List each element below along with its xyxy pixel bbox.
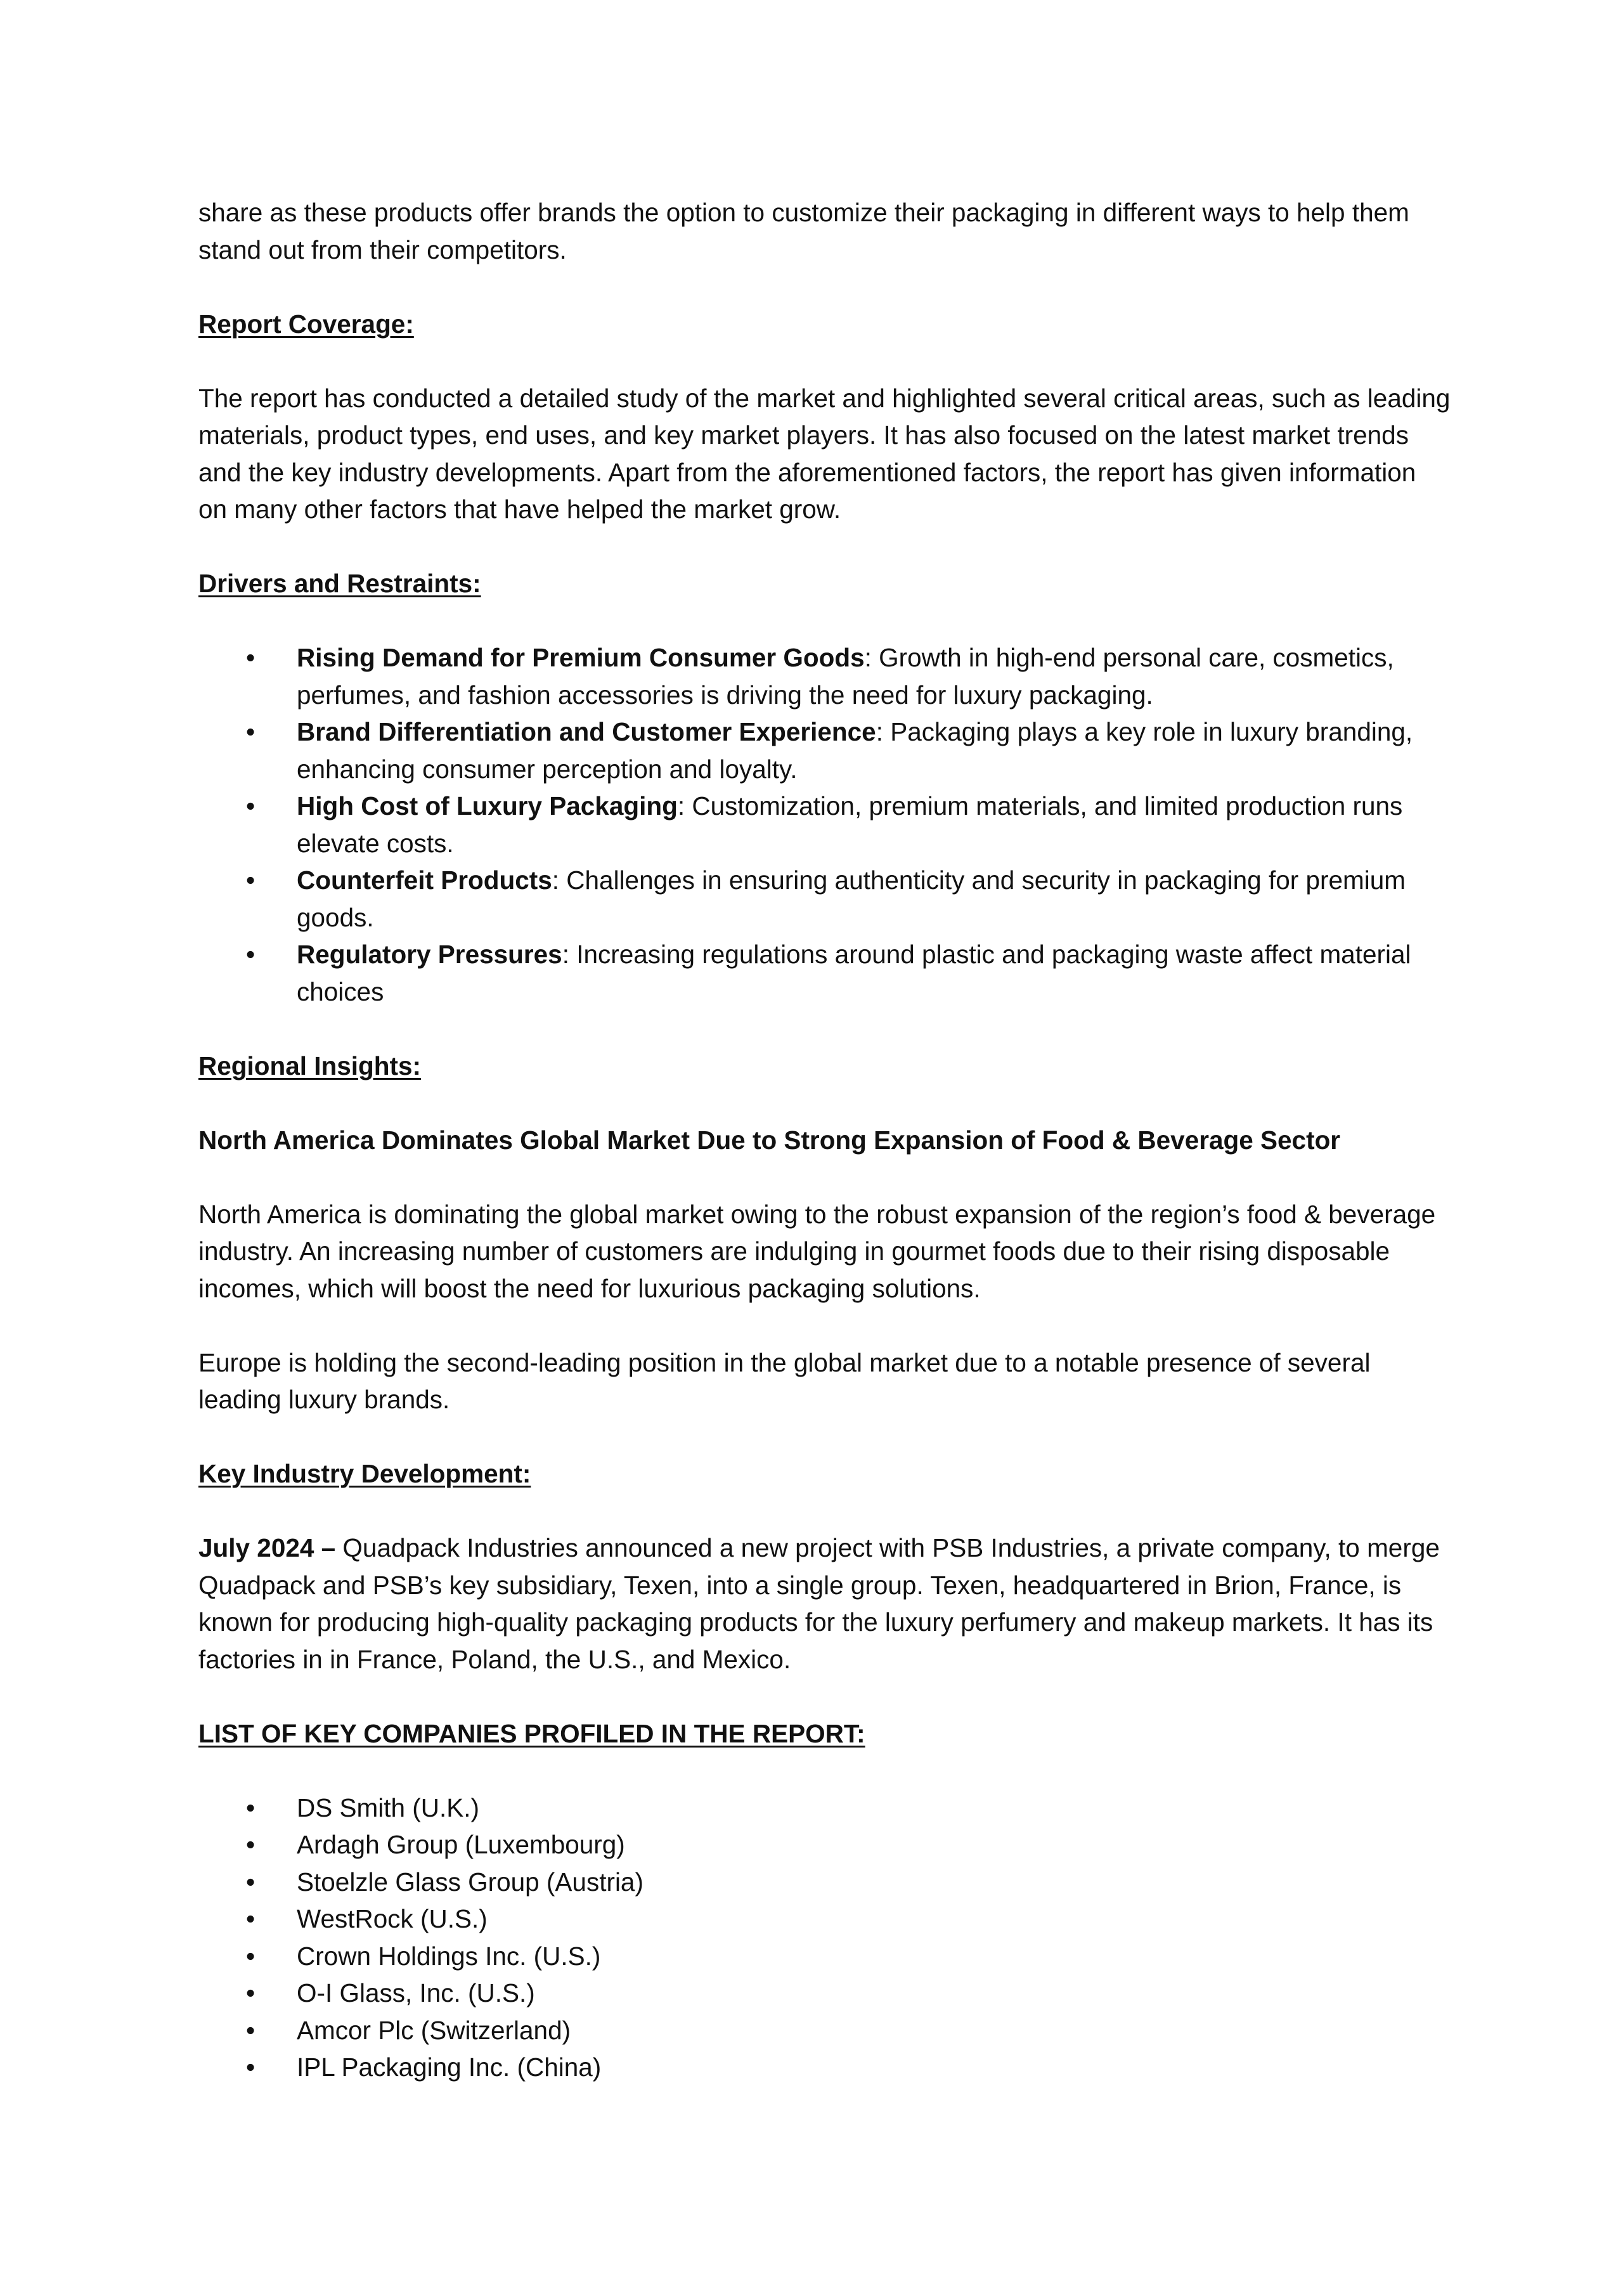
list-item [198,936,1451,1010]
list-item-text: : Challenges in ensuring authenticity and security in packaging for premium goods. [297,866,1406,932]
company-name: WestRock (U.S.) [297,1904,488,1933]
bullet-icon: • [246,1793,255,1822]
bullet-icon: • [246,2015,255,2045]
company-name: Crown Holdings Inc. (U.S.) [297,1941,601,1971]
list-item-text: : Increasing regulations around plastic and packaging waste affect material choices [297,940,1411,1006]
company-name: Ardagh Group (Luxembourg) [297,1830,625,1859]
company-name: DS Smith (U.K.) [297,1793,480,1822]
key-development-heading: Key Industry Development: [198,1459,531,1488]
bullet-icon: • [246,1830,255,1859]
bullet-icon: • [246,643,255,672]
list-item-term: High Cost of Luxury Packaging [297,791,678,820]
bullet-icon: • [246,1867,255,1897]
company-name: IPL Packaging Inc. (China) [297,2053,602,2082]
report-coverage-paragraph: The report has conducted a detailed study of the market and highlighted several critical areas, such as leading materials, product types, end uses, and key market players. It has also focused on the latest market trends and the key industry developments. Apart from the aforementioned factors, the report has given information on many other factors that have helped the market grow. [198,383,1451,524]
company-name: Amcor Plc (Switzerland) [297,2015,571,2045]
list-item [198,1938,1451,1975]
list-item [198,639,1451,713]
key-development-paragraph [198,1529,1451,1678]
list-item [198,2012,1451,2049]
list-item-term: Brand Differentiation and Customer Experience [297,717,876,746]
key-development-date: July 2024 – [198,1533,336,1562]
list-item-term: Rising Demand for Premium Consumer Goods [297,643,865,672]
report-coverage-heading: Report Coverage: [198,309,414,339]
list-item [198,2049,1451,2086]
list-item-text: : Customization, premium materials, and limited production runs elevate costs. [297,791,1403,858]
intro-paragraph: share as these products offer brands the option to customize their packaging in different ways to help them stand out from their competitors. [198,198,1409,264]
list-item-text: : Growth in high-end personal care, cosmetics, perfumes, and fashion accessories is driving the need for luxury packaging. [297,643,1394,710]
bullet-icon: • [246,866,255,895]
company-name: Stoelzle Glass Group (Austria) [297,1867,643,1897]
key-companies-list [198,1789,1451,2086]
bullet-icon: • [246,717,255,746]
drivers-restraints-heading: Drivers and Restraints: [198,569,481,598]
bullet-icon: • [246,1941,255,1971]
list-item-term: Regulatory Pressures [297,940,562,969]
bullet-icon: • [246,1904,255,1933]
regional-insights-paragraph-2: Europe is holding the second-leading position in the global market due to a notable presence of several leading luxury brands. [198,1347,1371,1414]
bullet-icon: • [246,2053,255,2082]
list-item [198,713,1451,788]
list-item [198,788,1451,862]
document-page [198,194,1451,2086]
bullet-icon: • [246,1978,255,2007]
key-development-text: Quadpack Industries announced a new project with PSB Industries, a private company, to merge Quadpack and PSB’s key subsidiary, Texen, into a single group. Texen, headquartered in Brion, France, is known for producing high-quality packaging products for the luxury perfumery and makeup markets. It has its factories in in France, Poland, the U.S., and Mexico. [198,1533,1440,1674]
list-item [198,1900,1451,1938]
regional-insights-subheading: North America Dominates Global Market Due to Strong Expansion of Food & Beverage Sector [198,1125,1341,1155]
regional-insights-heading: Regional Insights: [198,1051,422,1080]
list-item [198,1975,1451,2012]
company-name: O-I Glass, Inc. (U.S.) [297,1978,535,2007]
drivers-restraints-list [198,639,1451,1010]
list-item [198,1864,1451,1901]
list-item-term: Counterfeit Products [297,866,552,895]
list-item [198,1789,1451,1827]
key-companies-heading: LIST OF KEY COMPANIES PROFILED IN THE REPORT: [198,1718,865,1748]
bullet-icon: • [246,940,255,969]
bullet-icon: • [246,791,255,820]
list-item-text: : Packaging plays a key role in luxury branding, enhancing consumer perception and loyalty. [297,717,1413,784]
list-item [198,862,1451,936]
list-item [198,1826,1451,1864]
regional-insights-paragraph-1: North America is dominating the global market owing to the robust expansion of the region’s food & beverage industry. An increasing number of customers are indulging in gourmet foods due to their rising disposable incomes, which will boost the need for luxurious packaging solutions. [198,1199,1436,1303]
